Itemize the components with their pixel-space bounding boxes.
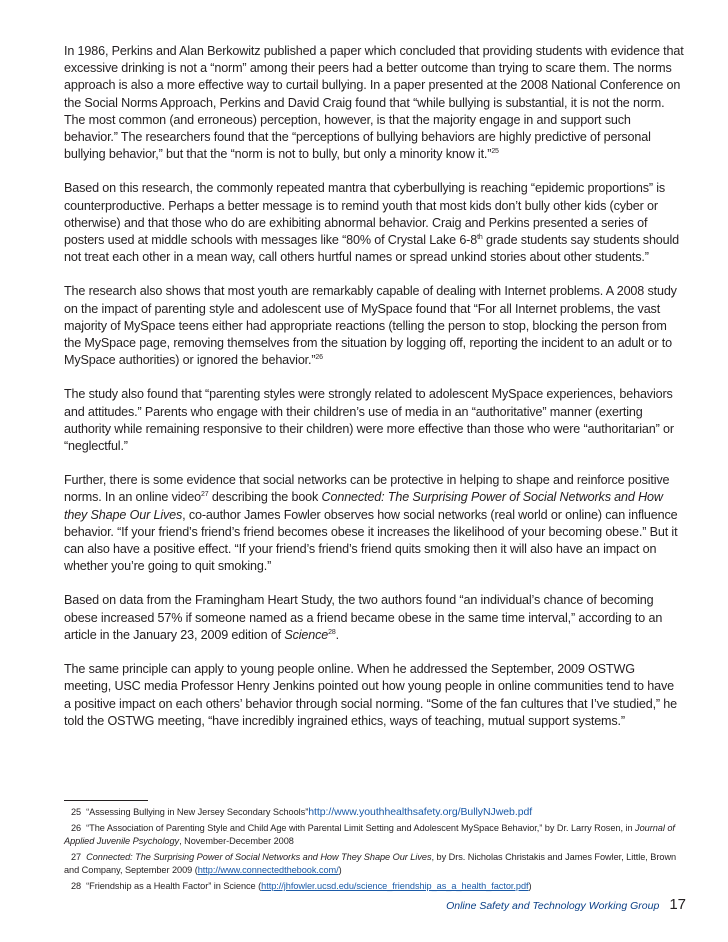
paragraph-6: Based on data from the Framingham Heart Study, the two authors found “an individual’s chance of becoming obese increased 57% if someone named as a friend became obese in the same time interval,” according to an article in the January 23, 2009 edition of Science$^{28}$. — [64, 593, 663, 642]
footer-organization: Online Safety and Technology Working Group — [446, 900, 660, 912]
journal-title: Science — [284, 627, 329, 642]
footnote-number: 25 — [71, 807, 82, 817]
footnote-number: 26 — [71, 823, 82, 833]
footnote-28-link[interactable]: http://jhfowler.ucsd.edu/science_friendship_as_a_health_factor.pdf — [261, 881, 529, 891]
paragraph-7: The same principle can apply to young people online. When he addressed the September, 2009 OSTWG meeting, USC media Professor Henry Jenkins pointed out how young people in online communities tend to have a positive impact on each others’ behavior through social norming. “Some of the fan cultures that I’ve studied,” he told the OSTWG meeting, “have incredibly ingrained ethics, ways of teaching, mutual support systems.” — [64, 662, 678, 728]
paragraph-4: The study also found that “parenting styles were strongly related to adolescent MySpace experiences, behaviors and attitudes.” Parents who engage with their children’s use of media in an “authoritative” manner (exerting authority while remaining responsive to their children) were more effective than those who were “authoritarian” or “neglectful.” — [64, 387, 674, 454]
footnote-divider — [64, 800, 148, 801]
ordinal-superscript: th — [477, 234, 483, 242]
footnotes — [64, 806, 684, 896]
footnote-ref-28: 28 — [328, 628, 336, 636]
page-footer — [446, 896, 686, 916]
footnote-ref-26: 26 — [315, 354, 323, 362]
page-number: 17 — [669, 896, 686, 913]
footnote-25: 25 “Assessing Bullying in New Jersey Secondary Schools”http://www.youthhealthsafety.org/BullyNJweb.pdf — [64, 806, 684, 819]
footnote-ref-27: 27 — [200, 491, 209, 499]
paragraph-2: Based on this research, the commonly repeated mantra that cyberbullying is reaching “epidemic proportions” is counterproductive. Perhaps a better message is to remind youth that most kids don’t bully other kids (cyber or otherwise) and that those who do are exhibiting abnormal behavior. Craig and Perkins presented a series of posters used at middle schools with messages like “80% of Crystal Lake 6-8th grade students say students should not treat each other in a mean way, call others hurtful names or spread unkind stories about other students.” — [64, 181, 680, 265]
paragraph-5: Further, there is some evidence that social networks can be protective in helping to shape and reinforce positive norms. In an online video$^{27}$ describing the book Connected: The Surprising Power of Social Networks and How they Shape Our Lives, co-author James Fowler observes how social networks (real world or online) can influence behavior. “If your friend’s friend’s friend becomes obese it increases the likelihood of your becoming obese.” But it can also have a positive effect. “If your friend’s friend’s friend quits smoking then it will also have an impact on whether you’re going to quit smoking.” — [64, 473, 678, 574]
body-text — [64, 43, 684, 747]
footnote-27: 27 Connected: The Surprising Power of Social Networks and How They Shape Our Lives, by Drs. Nicholas Christakis and James Fowler, Little, Brown and Company, September 2009 (http://www.connectedthebook.com/) — [64, 852, 677, 875]
footnote-28: 28 “Friendship as a Health Factor” in Science (http://jhfowler.ucsd.edu/science_friendship_as_a_health_factor.pdf) — [64, 880, 684, 893]
book-title: Connected: The Surprising Power of Social Networks and How they Shape Our Lives — [64, 490, 663, 522]
footnote-number: 27 — [71, 852, 82, 862]
footnote-number: 28 — [71, 881, 82, 891]
paragraph-3: The research also shows that most youth are remarkably capable of dealing with Internet problems. A 2008 study on the impact of parenting style and adolescent use of MySpace found that “For all Internet problems, the vast majority of MySpace teens either had appropriate reactions (telling the person to stop, blocking the person from the MySpace page, removing themselves from the situation by logging off, reporting the incident to an adult or to MySpace authorities) or ignored the behavior.”$^{26}$ — [64, 284, 677, 368]
footnote-27-link[interactable]: http://www.connectedthebook.com/ — [197, 865, 339, 875]
footnote-26: 26 “The Association of Parenting Style and Child Age with Parental Limit Setting and Adolescent MySpace Behavior,” by Dr. Larry Rosen, in Journal of Applied Juvenile Psychology, November-December 2008 — [64, 823, 675, 846]
paragraph-1: In 1986, Perkins and Alan Berkowitz published a paper which concluded that providing students with evidence that excessive drinking is not a “norm” among their peers had a better outcome than trying to scare them. The norms approach is also a more effective way to curtail bullying. In a paper presented at the 2008 National Conference on the Social Norms Approach, Perkins and David Craig found that “while bullying is substantial, it is not the norm. The most common (and erroneous) perception, however, is that the majority engage in and support such behavior.” The researchers found that the “perceptions of bullying behaviors are highly predictive of personal bullying behavior,” but that the “norm is not to bully, but only a minority know it.”$^{25}$ — [64, 44, 684, 162]
footnote-ref-25: 25 — [491, 148, 499, 156]
footnote-25-link[interactable]: http://www.youthhealthsafety.org/BullyNJweb.pdf — [308, 806, 533, 818]
